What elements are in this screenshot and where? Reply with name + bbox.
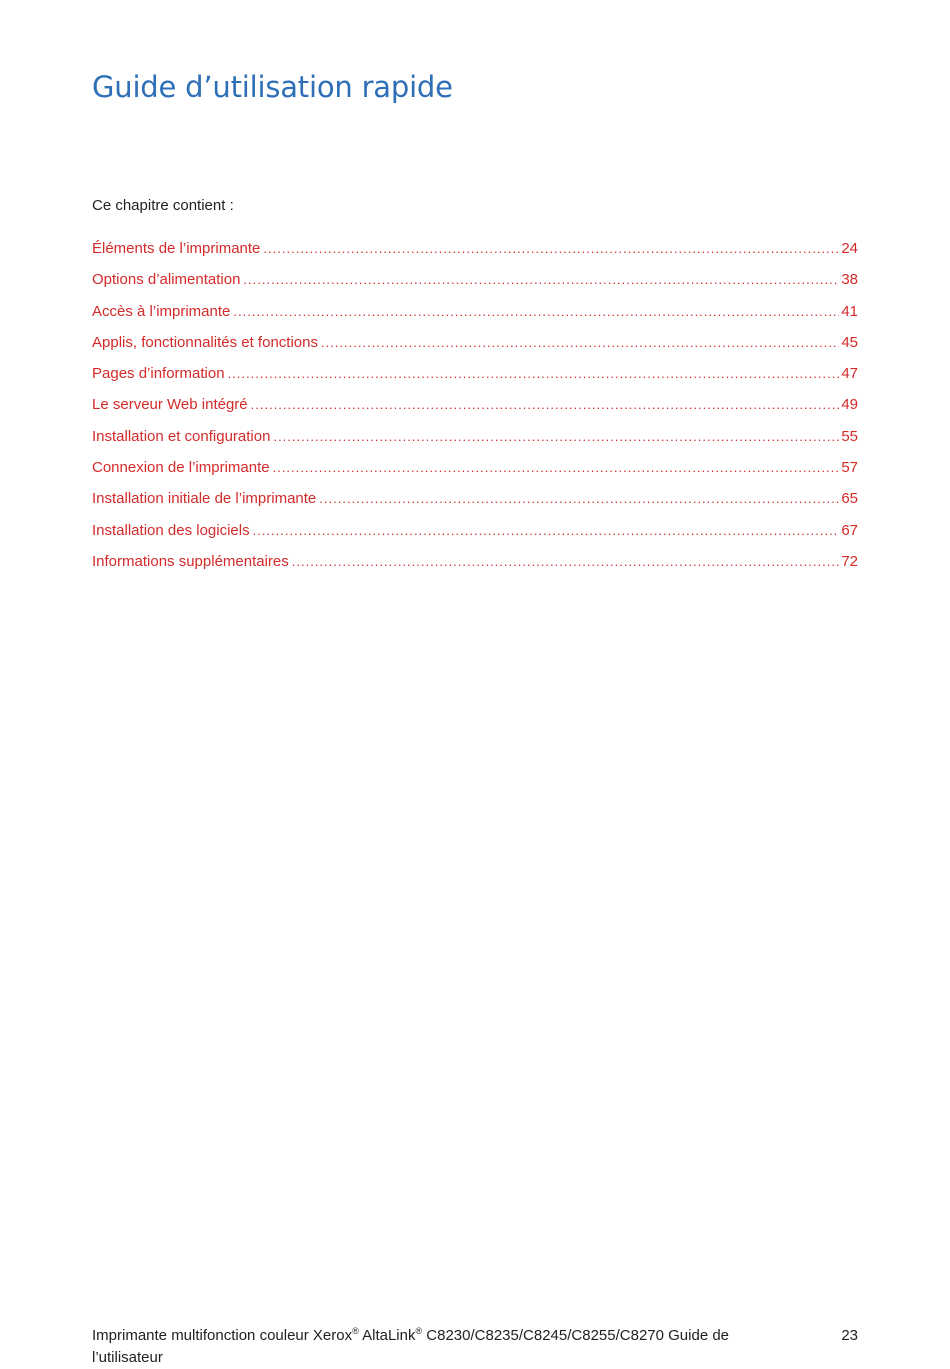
toc-entry-elements-imprimante[interactable]	[92, 237, 858, 268]
toc-entry-installation-logiciels[interactable]	[92, 519, 858, 550]
footer-document-title	[92, 1325, 792, 1369]
toc-entry-page: 24	[841, 240, 858, 257]
toc-entry-page: 47	[841, 365, 858, 383]
toc-entry-label: Installation des logiciels	[92, 521, 250, 539]
toc-entry-label: Pages d’information	[92, 365, 225, 383]
toc-dot-leader	[319, 487, 839, 511]
toc-entry-applis-fonctionnalites[interactable]	[92, 331, 858, 362]
toc-entry-label: Informations supplémentaires	[92, 552, 289, 570]
footer-text-part: Imprimante multifonction couleur Xerox	[92, 1327, 353, 1344]
toc-dot-leader	[273, 425, 839, 449]
toc-dot-leader	[321, 331, 839, 355]
footer-text-part: AltaLink	[358, 1327, 416, 1344]
toc-entry-installation-configuration[interactable]	[92, 425, 858, 456]
toc-entry-page: 65	[841, 490, 858, 508]
toc-entry-label: Accès à l’imprimante	[92, 302, 231, 320]
toc-entry-label: Installation et configuration	[92, 427, 271, 445]
page-title: Guide d’utilisation rapide	[92, 70, 453, 104]
toc-entry-installation-initiale[interactable]	[92, 487, 858, 518]
toc-entry-connexion-imprimante[interactable]	[92, 456, 858, 487]
table-of-contents	[92, 237, 858, 581]
toc-entry-label: Installation initiale de l’imprimante	[92, 490, 317, 508]
toc-entry-pages-information[interactable]	[92, 362, 858, 393]
toc-entry-page: 45	[841, 333, 858, 351]
chapter-intro: Ce chapitre contient :	[92, 197, 234, 214]
toc-dot-leader	[263, 237, 839, 261]
toc-entry-label: Éléments de l’imprimante	[92, 240, 261, 257]
toc-entry-options-alimentation[interactable]	[92, 268, 858, 299]
toc-dot-leader	[292, 550, 840, 574]
toc-entry-label: Connexion de l’imprimante	[92, 459, 270, 477]
toc-dot-leader	[243, 268, 839, 292]
toc-dot-leader	[273, 456, 840, 480]
toc-entry-label: Applis, fonctionnalités et fonctions	[92, 333, 318, 351]
toc-entry-acces-imprimante[interactable]	[92, 300, 858, 331]
toc-entry-serveur-web[interactable]	[92, 393, 858, 424]
toc-entry-page: 38	[841, 271, 858, 289]
toc-dot-leader	[228, 362, 840, 386]
registered-mark: ®	[415, 1326, 423, 1336]
toc-entry-page: 55	[841, 427, 858, 445]
toc-entry-label: Options d’alimentation	[92, 271, 241, 289]
toc-entry-informations-supplementaires[interactable]	[92, 550, 858, 581]
toc-dot-leader	[251, 393, 840, 417]
toc-entry-page: 72	[841, 552, 858, 570]
registered-mark: ®	[352, 1326, 359, 1336]
toc-entry-page: 41	[841, 302, 858, 320]
toc-entry-page: 49	[841, 396, 858, 414]
toc-entry-label: Le serveur Web intégré	[92, 396, 248, 414]
toc-entry-page: 57	[841, 459, 858, 477]
toc-dot-leader	[253, 519, 840, 543]
footer-text-part: C8230/C8235/C8245/C8255/C8270 Guide de l’utilisateur	[92, 1327, 730, 1366]
toc-entry-page: 67	[841, 521, 858, 539]
toc-dot-leader	[233, 300, 839, 324]
footer-page-number: 23	[841, 1327, 858, 1344]
